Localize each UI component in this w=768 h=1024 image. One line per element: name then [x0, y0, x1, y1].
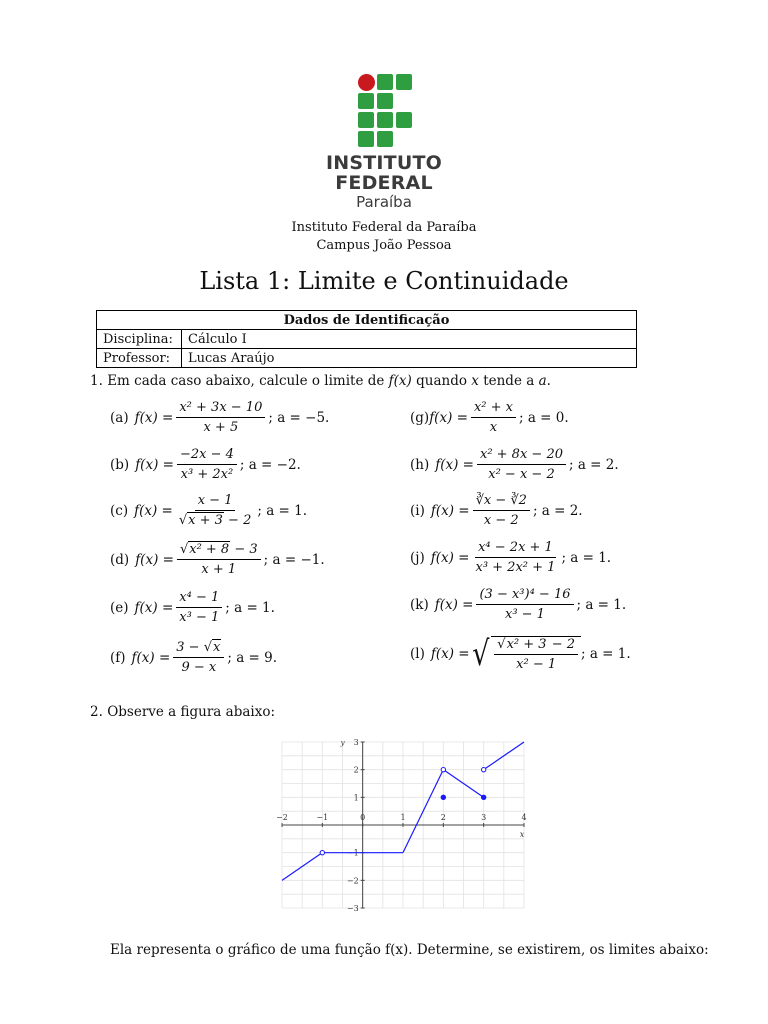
prompt-text: tende a: [483, 373, 535, 389]
exercise-label: (k): [410, 596, 429, 613]
exercise-label: (j): [410, 549, 425, 566]
exercise-a: [110, 400, 329, 435]
radicand: x² + 3: [506, 637, 547, 652]
numerator-pre: 3 −: [176, 640, 204, 655]
closed-point: [481, 795, 485, 799]
prompt-text: quando: [416, 373, 467, 389]
fraction: [471, 400, 516, 435]
fraction: [176, 590, 222, 625]
institution-name: Instituto Federal da Paraíba: [291, 220, 477, 235]
question-1-prompt: [90, 373, 551, 389]
function-graph: [272, 732, 534, 918]
prompt-fx: f(x): [388, 373, 412, 389]
limit-point: ; a = 1.: [561, 549, 612, 566]
identification-heading: Dados de Identificação: [97, 311, 637, 330]
question-number: 1.: [90, 373, 103, 389]
denominator: x: [489, 420, 498, 435]
function-name: f(x) =: [134, 599, 174, 616]
denominator: x + 5: [203, 420, 239, 435]
numerator: x² + 3x − 10: [176, 400, 265, 418]
professor-key: Professor:: [97, 349, 182, 368]
y-tick-label: 2: [353, 765, 359, 775]
function-name: f(x) =: [135, 551, 174, 568]
exercise-label: (h): [410, 456, 430, 473]
function-name: f(x) =: [430, 502, 470, 519]
prompt-text: Observe a figura abaixo:: [107, 704, 275, 720]
x-tick-label: 2: [440, 813, 446, 822]
limit-point: ; a = 1.: [225, 599, 275, 616]
fraction: [473, 493, 530, 528]
limit-point: ; a = 1.: [581, 646, 631, 662]
logo-text-line2: FEDERAL: [335, 172, 433, 194]
denominator: x + 1: [201, 562, 237, 577]
numerator: x − 1: [195, 493, 236, 511]
exercise-k: [410, 587, 626, 622]
institute-logo: [322, 72, 446, 212]
x-tick-label: 3: [481, 813, 487, 822]
x-tick-label: 0: [360, 813, 366, 822]
function-name: f(x) =: [430, 549, 470, 566]
fraction: [177, 447, 237, 482]
radicand: x + 3: [188, 513, 223, 528]
discipline-value: Cálculo I: [182, 330, 637, 349]
exercise-label: (l): [410, 646, 425, 662]
numerator: ∛x − ∛2: [473, 493, 530, 511]
x-tick-label: 4: [521, 813, 527, 822]
exercise-label: (b): [110, 456, 130, 473]
limit-point: ; a = −1.: [263, 551, 325, 568]
radical-sign-icon: √: [471, 634, 490, 674]
denominator: 9 − x: [181, 660, 217, 675]
function-name: f(x) =: [135, 456, 174, 473]
numerator: x⁴ − 1: [176, 590, 222, 608]
function-name: f(x) =: [131, 649, 171, 666]
limit-point: ; a = 2.: [532, 502, 583, 519]
exercise-label: (d): [110, 551, 130, 568]
numerator: x² + 8x − 20: [477, 447, 566, 465]
prompt-text: .: [546, 373, 551, 389]
exercise-label: (f): [110, 649, 126, 666]
denominator: x³ + 2x² + 1: [475, 560, 556, 575]
outer-radical: [470, 636, 581, 672]
exercise-label: (a): [110, 409, 129, 426]
exercise-d: [110, 542, 325, 577]
y-tick-label: −3: [346, 904, 359, 913]
table-row: [97, 330, 637, 349]
fraction: [176, 493, 255, 528]
numerator-rest: − 2: [547, 637, 575, 652]
numerator: 3 − √x: [173, 640, 224, 658]
question-number: 2.: [90, 704, 103, 720]
prompt-var: a: [538, 373, 547, 389]
fraction: [173, 640, 224, 675]
limit-point: ; a = 0.: [518, 409, 569, 426]
fraction: [472, 540, 558, 575]
limit-point: ; a = 2.: [569, 456, 619, 473]
function-name: f(x) =: [429, 409, 468, 426]
limit-point: ; a = 1.: [257, 502, 308, 519]
exercise-label: (e): [110, 599, 129, 616]
x-axis-label: x: [519, 830, 525, 839]
numerator: √x² + 8 − 3: [177, 542, 261, 560]
fraction: [176, 400, 265, 435]
fraction: [477, 447, 566, 482]
x-tick-label: 1: [400, 813, 406, 822]
radicand: x: [213, 640, 221, 655]
numerator: −2x − 4: [177, 447, 237, 465]
function-name: f(x) =: [134, 502, 173, 519]
exercise-g: [410, 400, 569, 435]
exercise-label: (c): [110, 502, 129, 519]
limit-point: ; a = 9.: [227, 649, 278, 666]
denominator: x − 2: [483, 513, 519, 528]
function-name: f(x) =: [434, 596, 474, 613]
question-2-prompt: [90, 704, 275, 720]
fraction: [476, 587, 573, 622]
logo-grid-icon: [358, 74, 414, 150]
prompt-var: x: [471, 373, 479, 389]
y-tick-label: −1: [346, 848, 359, 858]
exercise-b: [110, 447, 301, 482]
numerator: x⁴ − 2x + 1: [475, 540, 556, 558]
fraction: [494, 637, 578, 672]
open-point: [441, 767, 445, 771]
prompt-text: Em cada caso abaixo, calcule o limite de: [107, 373, 385, 389]
y-axis-label: y: [340, 739, 345, 747]
page-title: Lista 1: Limite e Continuidade: [199, 267, 569, 295]
y-tick-label: 1: [353, 793, 359, 803]
logo-text-line3: Paraíba: [356, 193, 412, 211]
x-tick-label: −2: [276, 813, 288, 822]
exercise-c: [110, 493, 307, 528]
exercise-e: [110, 590, 275, 625]
function-name: f(x) =: [435, 456, 474, 473]
campus-name: Campus João Pessoa: [316, 238, 452, 253]
exercise-label: (i): [410, 502, 425, 519]
numerator: √x² + 3 − 2: [494, 637, 578, 655]
open-point: [320, 850, 324, 854]
table-row: [97, 349, 637, 368]
x-tick-label: −1: [316, 813, 329, 822]
closed-point: [441, 795, 445, 799]
y-tick-label: 3: [353, 738, 359, 747]
discipline-key: Disciplina:: [97, 330, 182, 349]
numerator: (3 − x³)⁴ − 16: [476, 587, 573, 605]
fraction: [177, 542, 261, 577]
denominator: x² − 1: [516, 657, 557, 672]
radical-body: [491, 636, 581, 672]
identification-table: [96, 310, 637, 368]
exercise-i: [410, 493, 583, 528]
open-point: [481, 767, 485, 771]
exercise-l: [410, 636, 631, 672]
logo-text-line1: INSTITUTO: [326, 152, 442, 174]
denominator: √x + 3 − 2: [178, 513, 252, 528]
exercise-label: (g): [410, 409, 430, 426]
numerator: x² + x: [471, 400, 516, 418]
graph-caption: Ela representa o gráfico de uma função f(x). Determine, se existirem, os limites abaixo:: [110, 942, 709, 958]
exercise-j: [410, 540, 611, 575]
radicand: x² + 8: [189, 542, 230, 557]
denominator: x³ + 2x²: [180, 467, 234, 482]
denominator: x³ − 1: [504, 607, 545, 622]
function-name: f(x) =: [430, 646, 470, 662]
limit-point: ; a = −5.: [268, 409, 330, 426]
denominator-rest: − 2: [223, 513, 252, 528]
denominator: x² − x − 2: [488, 467, 555, 482]
limit-point: ; a = −2.: [239, 456, 301, 473]
denominator: x³ − 1: [179, 610, 220, 625]
y-tick-label: −2: [346, 876, 359, 886]
professor-value: Lucas Araújo: [182, 349, 637, 368]
limit-point: ; a = 1.: [576, 596, 627, 613]
exercise-f: [110, 640, 277, 675]
exercise-h: [410, 447, 619, 482]
numerator-rest: − 3: [230, 542, 258, 557]
function-name: f(x) =: [134, 409, 174, 426]
